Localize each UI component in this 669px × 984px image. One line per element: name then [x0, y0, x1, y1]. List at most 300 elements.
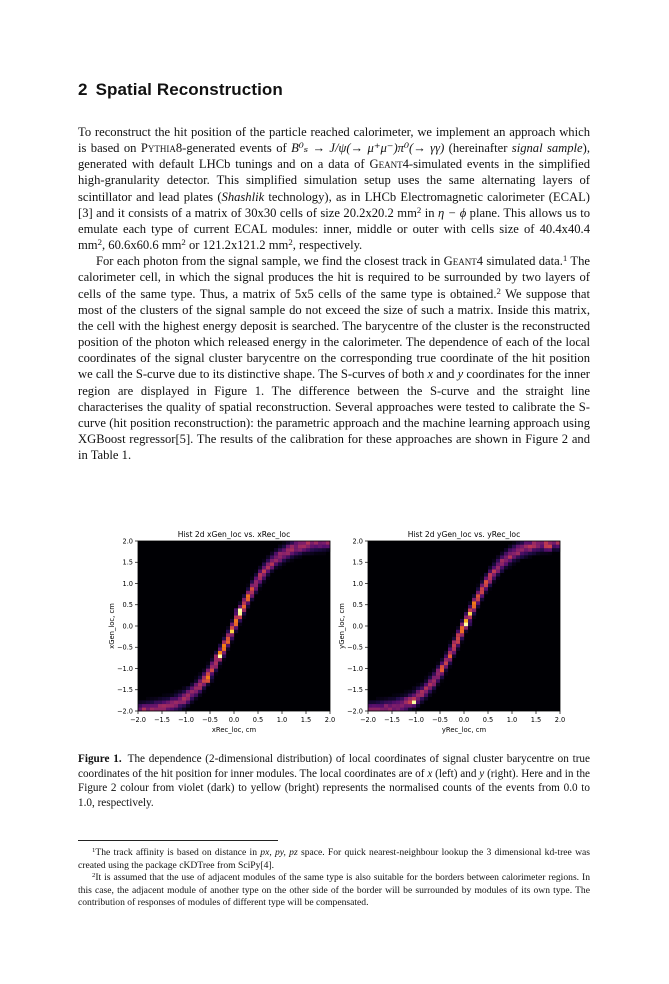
heatmap-cell [496, 559, 500, 563]
heatmap-cell [158, 697, 162, 701]
heatmap-cell [412, 700, 416, 704]
heatmap-cell [242, 608, 246, 612]
heatmap-cell [436, 669, 440, 673]
heatmap-cell [484, 591, 488, 595]
heatmap-cell [222, 658, 226, 662]
heatmap-cell [274, 562, 278, 566]
heatmap-cell [428, 672, 432, 676]
heatmap-cell [444, 661, 448, 665]
footnote-2: $^2$It is assumed that the use of adjacent modules of the same type is also suitable for the borders between calorimeter regions. In this case, the adjacent module of another type on the other side of the border will be surrounded by modules of its own type. The contribution of responses of modules of different type will be compensated. [78, 872, 590, 909]
heatmap-cell [468, 605, 472, 609]
heatmap-cell [472, 612, 476, 616]
heatmap-cell [444, 658, 448, 662]
x-tick-label: 0.0 [228, 716, 240, 724]
figure-caption: Figure 1. The dependence (2-dimensional distribution) of local coordinates of signal cluster barycentre on true coordinates of the hit position for inner modules. The local coordinates are of x (left) and y (right). Here and in the Figure 2 colour from violet (dark) to yellow (bright) represents the normalised counts of the events from 0.0 to 1.0, respectively. [78, 753, 590, 809]
heatmap-cell [440, 669, 444, 673]
y-tick-label: 1.0 [122, 579, 133, 588]
heatmap-cell [178, 704, 182, 708]
heatmap-cell [198, 679, 202, 683]
y-tick-label: −0.5 [346, 643, 363, 652]
heatmap-cell [440, 679, 444, 683]
heatmap-cell [444, 654, 448, 658]
heatmap-cell [238, 619, 242, 623]
heatmap-cell [210, 672, 214, 676]
heatmap-cell [500, 552, 504, 556]
heatmap-cell [552, 545, 556, 549]
heatmap-cell [278, 545, 282, 549]
section-number: 2 [78, 80, 88, 99]
heatmap-cell [468, 619, 472, 623]
x-tick-label: −1.0 [407, 716, 425, 724]
heatmap-cell [306, 541, 310, 545]
heatmap-cell [170, 693, 174, 697]
heatmap-cell [290, 548, 294, 552]
heatmap-cell [230, 622, 234, 626]
heatmap-cell [278, 562, 282, 566]
heatmap-cell [520, 541, 524, 545]
heatmap-cell [254, 591, 258, 595]
heatmap-cell [456, 644, 460, 648]
heatmap-cell [218, 654, 222, 658]
x-tick-label: −2.0 [359, 716, 377, 724]
heatmap-cell [222, 640, 226, 644]
heatmap-cell [174, 707, 178, 711]
heatmap-cell [234, 608, 238, 612]
heatmap-cell [548, 545, 552, 549]
heatmap-cell [420, 690, 424, 694]
heatmap-cell [480, 594, 484, 598]
heatmap-cell [206, 676, 210, 680]
heatmap-cell [512, 555, 516, 559]
body-text [78, 124, 590, 463]
heatmap-cell [432, 676, 436, 680]
geant-name-2: Geant [443, 254, 477, 269]
heatmap-cell [238, 622, 242, 626]
y-tick-label: 1.5 [122, 558, 133, 567]
y-tick-label: 0.5 [122, 601, 133, 610]
heatmap-cell [254, 569, 258, 573]
heatmap-cell [206, 679, 210, 683]
heatmap-cell [266, 559, 270, 563]
heatmap-cell [456, 633, 460, 637]
heatmap-cell [512, 559, 516, 563]
heatmap-cell [326, 548, 330, 552]
heatmap-cell [294, 541, 298, 545]
heatmap-cell [440, 658, 444, 662]
heatmap-cell [444, 665, 448, 669]
heatmap-cell [182, 693, 186, 697]
heatmap-cell [380, 707, 384, 711]
heatmap-cell [262, 559, 266, 563]
heatmap-cell [408, 700, 412, 704]
heatmap-cell [524, 541, 528, 545]
heatmap-cell [396, 700, 400, 704]
heatmap-cell [286, 541, 290, 545]
heatmap-cell [298, 548, 302, 552]
heatmap-cell [440, 676, 444, 680]
heatmap-cell [428, 690, 432, 694]
heatmap-cell [524, 552, 528, 556]
heatmap-cell [508, 545, 512, 549]
heatmap-cell [202, 669, 206, 673]
y-tick-label: −2.0 [116, 707, 133, 716]
heatmap-cell [508, 555, 512, 559]
heatmap-cell [448, 658, 452, 662]
heatmap-cell [420, 693, 424, 697]
heatmap-cell [416, 700, 420, 704]
heatmap-cell [416, 704, 420, 708]
heatmap-cell [242, 605, 246, 609]
footnote-ref-1: 1 [562, 253, 568, 264]
heatmap-cell [488, 569, 492, 573]
signal-sample-term: signal sample [511, 141, 583, 156]
heatmap-cell [500, 569, 504, 573]
heatmap-cell [424, 697, 428, 701]
heatmap-cell [306, 545, 310, 549]
heatmap-cell [448, 640, 452, 644]
heatmap-cell [544, 545, 548, 549]
heatmap-cell [528, 548, 532, 552]
heatmap-cell [448, 654, 452, 658]
heatmap-cell [464, 630, 468, 634]
heatmap-cell [408, 707, 412, 711]
heatmap-cell [182, 704, 186, 708]
heatmap-cell [154, 697, 158, 701]
x-tick-label: 1.0 [276, 716, 288, 724]
heatmap-cell [194, 683, 198, 687]
section-title [78, 80, 283, 100]
heatmap-cell [528, 541, 532, 545]
heatmap-cell [444, 672, 448, 676]
footnote-rule [78, 840, 278, 841]
heatmap-cell [416, 697, 420, 701]
heatmap-cell [282, 552, 286, 556]
heatmap-cell [178, 690, 182, 694]
heatmap-cell [206, 661, 210, 665]
heatmap-cell [226, 647, 230, 651]
heatmap-cell [274, 566, 278, 570]
heatmap-cell [242, 601, 246, 605]
heatmap-cell [194, 697, 198, 701]
y-axis-label: xGen_loc, cm [108, 603, 116, 649]
heatmap-cell [182, 707, 186, 711]
heatmap-cell [306, 552, 310, 556]
heatmap-cell [508, 566, 512, 570]
heatmap-cell [468, 612, 472, 616]
heatmap-cell [448, 661, 452, 665]
heatmap-cell [278, 559, 282, 563]
heatmap-cell [302, 545, 306, 549]
heatmap-cell [262, 566, 266, 570]
heatmap-cell [468, 601, 472, 605]
heatmap-cell [266, 573, 270, 577]
plot-ygen-vs-yrec [338, 526, 568, 738]
heatmap-cell [226, 626, 230, 630]
heatmap-cell [282, 559, 286, 563]
heatmap-cell [464, 608, 468, 612]
heatmap-cell [452, 637, 456, 641]
heatmap-cell [392, 707, 396, 711]
heatmap-cell [206, 683, 210, 687]
heatmap-cell [496, 555, 500, 559]
heatmap-cell [536, 541, 540, 545]
heatmap-cell [146, 704, 150, 708]
heatmap-cell [262, 562, 266, 566]
heatmap-cell [314, 541, 318, 545]
heatmap-cell [258, 584, 262, 588]
heatmap-cell [282, 548, 286, 552]
heatmap-cell [432, 686, 436, 690]
heatmap-cell [400, 704, 404, 708]
heatmap-cell [234, 612, 238, 616]
heatmap-cell [444, 669, 448, 673]
heatmap-cell [194, 676, 198, 680]
heatmap-cell [452, 640, 456, 644]
heatmap-cell [500, 555, 504, 559]
heatmap-cell [504, 559, 508, 563]
heatmap-cell [222, 651, 226, 655]
heatmap-cell [226, 640, 230, 644]
heatmap-cell [412, 686, 416, 690]
heatmap-cell [412, 690, 416, 694]
x-axis-label: yRec_loc, cm [441, 726, 487, 734]
heatmap-cell [448, 647, 452, 651]
heatmap-cell [250, 591, 254, 595]
heatmap-cell [214, 651, 218, 655]
x-tick-label: 2.0 [554, 716, 566, 724]
heatmap-cell [544, 548, 548, 552]
heatmap-cell [310, 548, 314, 552]
heatmap-cell [146, 707, 150, 711]
heatmap-cell [516, 548, 520, 552]
heatmap-cell [230, 637, 234, 641]
plot-xgen-vs-xrec [108, 526, 338, 738]
heatmap-cell [484, 576, 488, 580]
heatmap-cell [412, 693, 416, 697]
heatmap-cell [258, 566, 262, 570]
heatmap-cell [254, 576, 258, 580]
heatmap-cell [504, 555, 508, 559]
heatmap-cell [258, 576, 262, 580]
heatmap-cell [174, 697, 178, 701]
heatmap-cell [162, 700, 166, 704]
heatmap-cell [214, 661, 218, 665]
heatmap-cell [206, 665, 210, 669]
footnote-ref-2: 2 [496, 285, 501, 296]
heatmap-cell [452, 644, 456, 648]
heatmap-cell [226, 644, 230, 648]
heatmap-cell [162, 704, 166, 708]
heatmap-cell [524, 555, 528, 559]
heatmap-cell [504, 566, 508, 570]
y-tick-label: −0.5 [116, 643, 133, 652]
heatmap-cell [314, 545, 318, 549]
heatmap-cell [416, 686, 420, 690]
y-tick-label: 0.5 [352, 601, 363, 610]
heatmap-cell [150, 700, 154, 704]
heatmap-cell [496, 569, 500, 573]
heatmap-cell [166, 704, 170, 708]
heatmap-cell [420, 686, 424, 690]
heatmap-cell [436, 661, 440, 665]
heatmap-cell [492, 566, 496, 570]
heatmap-cell [548, 541, 552, 545]
heatmap-cell [396, 697, 400, 701]
heatmap-cell [158, 700, 162, 704]
heatmap-cell [262, 569, 266, 573]
heatmap-cell [412, 704, 416, 708]
heatmap-cell [472, 605, 476, 609]
heatmap-cell [222, 647, 226, 651]
heatmap-cell [520, 555, 524, 559]
heatmap-cell [492, 569, 496, 573]
heatmap-cell [416, 683, 420, 687]
heatmap-cell [306, 548, 310, 552]
heatmap-cell [408, 704, 412, 708]
x-tick-label: 1.0 [506, 716, 518, 724]
heatmap-cell [302, 541, 306, 545]
footnotes [78, 847, 590, 910]
paragraph-1: To reconstruct the hit position of the particle reached calorimeter, we implement an approach which is based on Pythia8-generated events of B⁰ₛ → J/ψ(→ μ⁺μ⁻)π⁰(→ γγ) (hereinafter signal sample), generated with default LHCb tunings and on a data of Geant4-simulated events in the simplified high-granularity detector. This simplified simulation setup uses the same alternating layers of scintillator and lead plates (Shashlik technology), as in LHCb Electromagnetic calorimeter (ECAL)[3] and it consists of a matrix of 30x30 cells of size 20.2x20.2 $mm^2$ in η − ϕ plane. This allows us to emulate each type of current ECAL modules: inner, middle or outer with cells size of 40.4x40.4 $mm^2$, 60.6x60.6 $mm^2$ or 121.2x121.2 $mm^2$, respectively. [78, 125, 591, 253]
heatmap-cell [488, 566, 492, 570]
heatmap-cell [198, 693, 202, 697]
heatmap-cell [286, 555, 290, 559]
heatmap-cell [202, 683, 206, 687]
heatmap-cell [278, 555, 282, 559]
heatmap-cell [194, 693, 198, 697]
heatmap-cell [274, 548, 278, 552]
heatmap-cell [166, 697, 170, 701]
heatmap-cell [230, 633, 234, 637]
heatmap-cell [210, 676, 214, 680]
heatmap-cell [250, 576, 254, 580]
heatmap-cell [476, 594, 480, 598]
heatmap-cell [282, 555, 286, 559]
heatmap-cell [142, 707, 146, 711]
heatmap-cell [190, 693, 194, 697]
heatmap-cell [286, 559, 290, 563]
heatmap-cell [222, 654, 226, 658]
heatmap-cell [412, 707, 416, 711]
heatmap-cell [432, 679, 436, 683]
heatmap-cell [322, 541, 326, 545]
heatmap-cell [492, 580, 496, 584]
heatmap-cell [210, 665, 214, 669]
heatmap-cell [480, 576, 484, 580]
heatmap-cell [376, 704, 380, 708]
heatmap-cell [540, 552, 544, 556]
heatmap-cell [488, 580, 492, 584]
heatmap-cell [290, 559, 294, 563]
heatmap-cell [202, 679, 206, 683]
x-tick-label: 1.5 [300, 716, 312, 724]
heatmap-cell [512, 545, 516, 549]
heatmap-cell [286, 552, 290, 556]
heatmap-cell [472, 608, 476, 612]
heatmap-cell [234, 615, 238, 619]
heatmap-cell [166, 700, 170, 704]
heatmap-cell [150, 697, 154, 701]
heatmap-cell [282, 562, 286, 566]
x-tick-label: 0.0 [458, 716, 470, 724]
heatmap-cell [440, 661, 444, 665]
heatmap-cell [540, 541, 544, 545]
heatmap-cell [416, 693, 420, 697]
heatmap-cell [528, 555, 532, 559]
heatmap-cell [532, 552, 536, 556]
heatmap-cell [302, 552, 306, 556]
heatmap-cell [162, 707, 166, 711]
heatmap-cell [234, 622, 238, 626]
heatmap-cell [282, 545, 286, 549]
heatmap-cell [452, 651, 456, 655]
heatmap-cell [508, 548, 512, 552]
heatmap-cell [170, 704, 174, 708]
heatmap-cell [186, 704, 190, 708]
paragraph-2: For each photon from the signal sample, we find the closest track in Geant4 simulated data.$^1$ The calorimeter cell, in which the signal produces the hit is required to be surrounded by two layers of cells of the same type. Thus, a matrix of 5x5 cells of the same type is obtained.$^2$ We suppose that most of the clusters of the signal sample do not exceed the size of such a matrix. Inside this matrix, the cell with the highest energy deposit is searched. The barycentre of the cluster is the reconstructed position of the photon which released energy in the calorimeter. The dependence of each of the local coordinates of the signal cluster barycentre on the corresponding true coordinate of the hit position we call the S-curve due to its distinctive shape. The S-curves of both x and y coordinates for the inner region are displayed in Figure 1. The difference between the S-curve and the straight line characterises the quality of spatial reconstruction. Several approaches were tested to calibrate the S-curve (hit position reconstruction): the parametric approach and the machine learning approach using XGBoost regressor[5]. The results of the calibration for these approaches are shown in Figure 2 and in Table 1. [78, 253, 590, 463]
heatmap-cell [548, 552, 552, 556]
heatmap-cell [388, 704, 392, 708]
heatmap-cell [166, 707, 170, 711]
heatmap-cell [476, 601, 480, 605]
heatmap-cell [552, 548, 556, 552]
heatmap-cell [250, 598, 254, 602]
heatmap-cell [282, 541, 286, 545]
heatmap-cell [540, 545, 544, 549]
heatmap-svg [108, 526, 338, 738]
heatmap-cell [174, 704, 178, 708]
heatmap-cell [464, 626, 468, 630]
heatmap-cell [186, 690, 190, 694]
heatmap-cell [460, 619, 464, 623]
heatmap-cell [484, 573, 488, 577]
heatmap-cell [238, 612, 242, 616]
heatmap-cell [400, 697, 404, 701]
heatmap-cell [456, 630, 460, 634]
footnote-1: $^1$The track affinity is based on distance in px, py, pz space. For quick nearest-neighbour lookup the 3 dimensional kd-tree was created using the package cKDTree from SciPy[4]. [78, 846, 590, 871]
heatmap-cell [500, 559, 504, 563]
heatmap-cell [420, 700, 424, 704]
heatmap-cell [218, 658, 222, 662]
heatmap-cell [484, 587, 488, 591]
heatmap-cell [190, 700, 194, 704]
heatmap-cell [504, 552, 508, 556]
heatmap-cell [226, 637, 230, 641]
heatmap-cell [508, 562, 512, 566]
heatmap-cell [326, 541, 330, 545]
heatmap-cell [302, 548, 306, 552]
plot-title: Hist 2d yGen_loc vs. yRec_loc [407, 530, 521, 539]
heatmap-cell [468, 608, 472, 612]
heatmap-cell [496, 566, 500, 570]
heatmap-cell [384, 697, 388, 701]
heatmap-cell [516, 541, 520, 545]
heatmap-cell [154, 704, 158, 708]
heatmap-cell [524, 548, 528, 552]
heatmap-cell [314, 548, 318, 552]
heatmap-cell [388, 707, 392, 711]
y-tick-label: −2.0 [346, 707, 363, 716]
heatmap-cell [210, 679, 214, 683]
figure-label: Figure 1. [78, 753, 122, 765]
heatmap-cell [202, 690, 206, 694]
x-tick-label: 0.5 [482, 716, 494, 724]
heatmap-cell [544, 541, 548, 545]
heatmap-cell [420, 683, 424, 687]
heatmap-cell [174, 693, 178, 697]
heatmap-cell [210, 661, 214, 665]
heatmap-cell [548, 548, 552, 552]
